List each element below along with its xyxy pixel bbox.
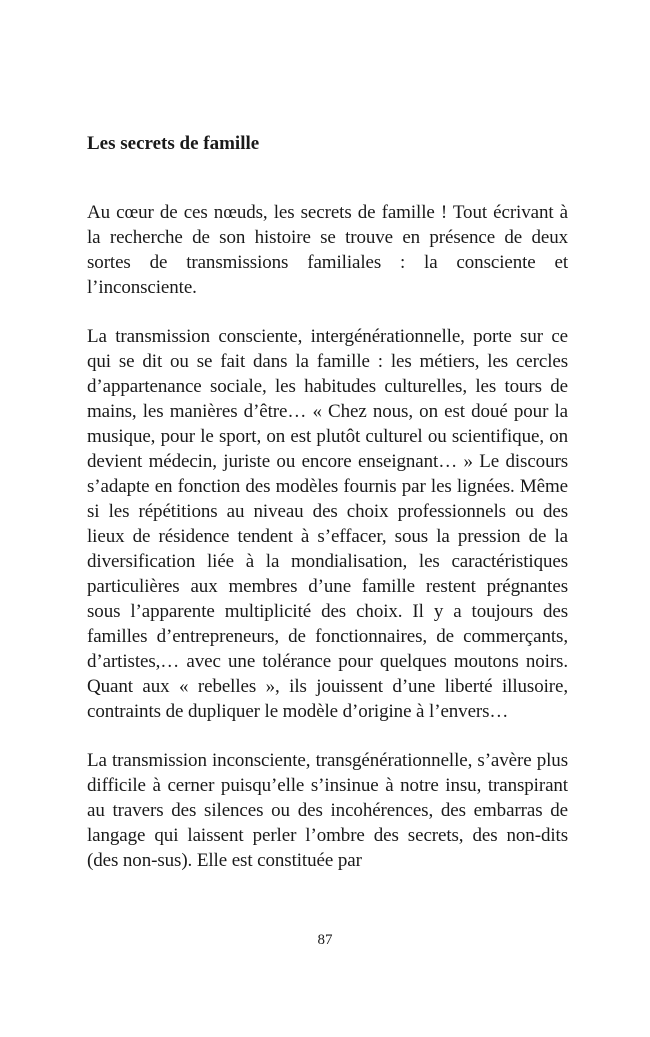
- paragraph-unconscious-transmission: La transmission inconsciente, transgénérationnelle, s’avère plus difficile à cerner puisqu’elle s’insinue à notre insu, transpirant au travers des silences ou des incohérences, des embarras de langage qui laissent perler l’ombre des secrets, des non-dits (des non-sus). Elle est constituée par: [87, 750, 568, 871]
- paragraph-intro: Au cœur de ces nœuds, les secrets de famille ! Tout écrivant à la recherche de son histoire se trouve en présence de deux sortes de transmissions familiales : la consciente et l’inconsciente.: [87, 202, 568, 298]
- section-heading: Les secrets de famille: [87, 133, 260, 154]
- paragraph-conscious-transmission: La transmission consciente, intergénérationnelle, porte sur ce qui se dit ou se fait dans la famille : les métiers, les cercles d’appartenance sociale, les habitudes culturelles, les tours de mains, les manières d’être… « Chez nous, on est doué pour la musique, pour le sport, on est plutôt culturel ou scientifique, on devient médecin, juriste ou encore enseignant… » Le discours s’adapte en fonction des modèles fournis par les lignées. Même si les répétitions au niveau des choix professionnels ou des lieux de résidence tendent à s’effacer, sous la pression de la diversification liée à la mondialisation, les caractéristiques particulières aux membres d’une famille restent prégnantes sous l’apparente multiplicité des choix. Il y a toujours des familles d’entrepreneurs, de fonctionnaires, de commerçants, d’artistes,… avec une tolérance pour quelques moutons noirs. Quant aux « rebelles », ils jouissent d’une liberté illusoire, contraints de dupliquer le modèle d’origine à l’envers…: [87, 326, 568, 722]
- page-number: 87: [317, 932, 333, 948]
- body-text: [87, 200, 568, 873]
